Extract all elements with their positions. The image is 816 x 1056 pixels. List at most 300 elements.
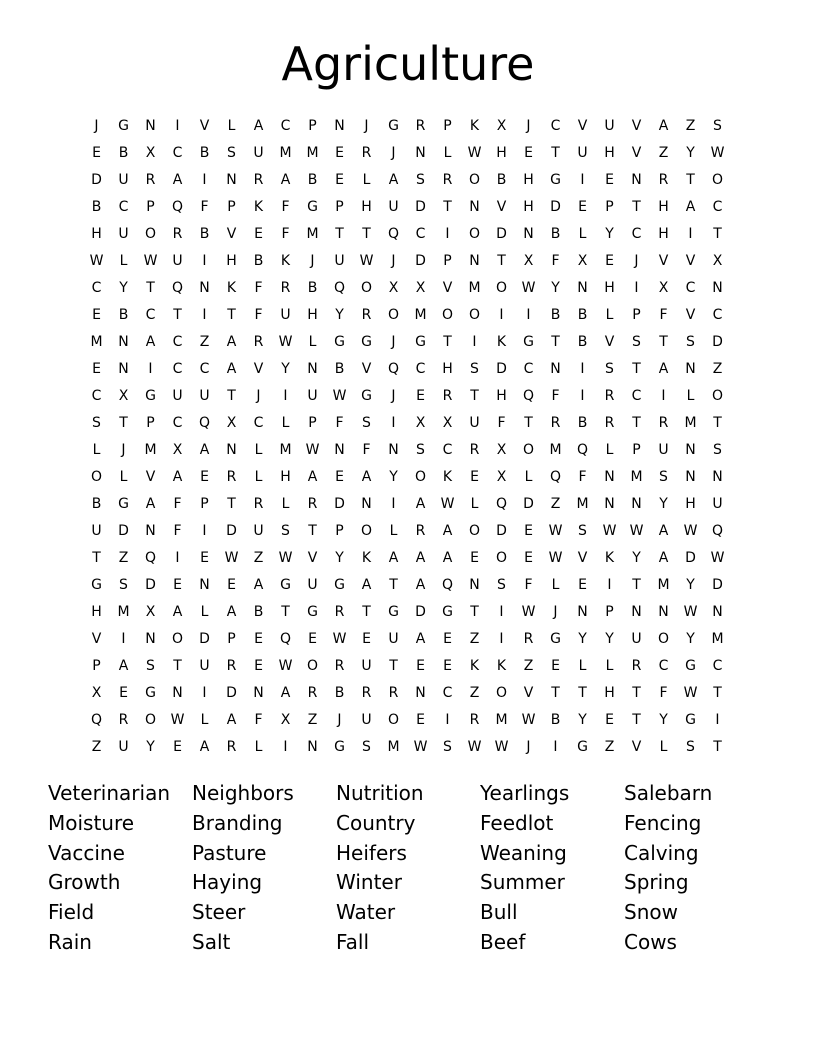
grid-letter: C — [280, 118, 291, 134]
grid-letter: I — [175, 550, 180, 566]
grid-letter: S — [713, 442, 722, 458]
grid-letter: G — [118, 496, 129, 512]
grid-letter: C — [145, 307, 156, 323]
grid-letter: Y — [605, 226, 614, 242]
grid-letter: Z — [199, 334, 210, 350]
grid-letter: E — [524, 523, 533, 539]
grid-letter: N — [388, 442, 399, 458]
grid-letter: Y — [335, 550, 344, 566]
grid-letter: H — [496, 145, 507, 161]
grid-letter: H — [442, 361, 453, 377]
grid-letter: R — [226, 658, 237, 674]
grid-letter: Y — [335, 307, 344, 323]
grid-letter: E — [443, 631, 452, 647]
grid-letter: E — [416, 658, 425, 674]
grid-letter: D — [415, 199, 426, 215]
grid-letter: Y — [686, 631, 695, 647]
grid-letter: V — [577, 118, 588, 134]
grid-letter: G — [388, 118, 399, 134]
grid-letter: G — [388, 604, 399, 620]
grid-letter: O — [468, 172, 481, 188]
grid-letter: E — [470, 550, 479, 566]
grid-letter: I — [445, 226, 450, 242]
grid-letter: T — [524, 415, 533, 431]
grid-letter: I — [526, 307, 531, 323]
grid-letter: M — [90, 334, 103, 350]
grid-letter: A — [199, 442, 210, 458]
grid-letter: T — [470, 604, 479, 620]
grid-letter: U — [631, 631, 642, 647]
grid-letter: W — [278, 550, 293, 566]
grid-letter: D — [415, 604, 426, 620]
grid-letter: G — [280, 577, 291, 593]
grid-letter: H — [361, 199, 372, 215]
grid-letter: S — [146, 658, 155, 674]
grid-letter: G — [685, 712, 696, 728]
grid-row — [83, 140, 733, 167]
grid-row — [83, 518, 733, 545]
grid-letter: E — [200, 469, 209, 485]
grid-letter: N — [604, 496, 615, 512]
grid-letter: W — [170, 712, 185, 728]
grid-row — [83, 599, 733, 626]
grid-letter: S — [713, 118, 722, 134]
grid-letter: H — [280, 469, 291, 485]
word-list-item: Weaning — [480, 840, 567, 865]
grid-letter: X — [442, 415, 453, 431]
grid-letter: E — [605, 253, 614, 269]
grid-letter: U — [199, 658, 210, 674]
grid-letter: U — [307, 388, 318, 404]
grid-letter: L — [227, 118, 236, 134]
grid-letter: D — [118, 523, 129, 539]
grid-letter: W — [548, 550, 563, 566]
grid-letter: A — [226, 604, 237, 620]
word-list-item: Calving — [624, 840, 699, 865]
grid-letter: U — [118, 226, 129, 242]
word-list-item: Beef — [480, 929, 526, 954]
grid-letter: T — [335, 226, 344, 242]
grid-letter: N — [145, 523, 156, 539]
grid-letter: O — [468, 307, 481, 323]
grid-letter: Z — [307, 712, 318, 728]
grid-letter: L — [605, 442, 614, 458]
grid-letter: J — [256, 388, 261, 404]
grid-letter: U — [658, 442, 669, 458]
grid-letter: L — [686, 388, 695, 404]
grid-letter: J — [526, 739, 531, 755]
grid-letter: P — [92, 658, 101, 674]
grid-letter: M — [495, 712, 508, 728]
grid-letter: K — [496, 334, 507, 350]
grid-row — [83, 275, 733, 302]
grid-letter: O — [387, 307, 400, 323]
grid-letter: A — [226, 361, 237, 377]
grid-letter: E — [578, 199, 587, 215]
grid-letter: C — [118, 199, 129, 215]
grid-letter: A — [172, 604, 183, 620]
grid-letter: O — [495, 685, 508, 701]
grid-letter: Y — [281, 361, 290, 377]
grid-letter: T — [632, 361, 641, 377]
grid-letter: F — [173, 496, 182, 512]
grid-letter: G — [361, 388, 372, 404]
grid-letter: B — [577, 334, 588, 350]
grid-letter: L — [389, 523, 398, 539]
grid-letter: A — [415, 496, 426, 512]
grid-letter: T — [308, 523, 317, 539]
grid-letter: N — [685, 361, 696, 377]
grid-letter: P — [443, 118, 452, 134]
grid-letter: H — [523, 199, 534, 215]
grid-letter: A — [145, 334, 156, 350]
grid-letter: I — [661, 388, 666, 404]
grid-letter: G — [334, 334, 345, 350]
grid-letter: L — [254, 469, 263, 485]
grid-letter: C — [172, 334, 183, 350]
grid-letter: N — [307, 361, 318, 377]
grid-letter: R — [253, 334, 264, 350]
grid-letter: T — [443, 199, 452, 215]
grid-letter: M — [684, 415, 697, 431]
grid-letter: P — [227, 199, 236, 215]
grid-letter: C — [415, 226, 426, 242]
grid-letter: A — [415, 550, 426, 566]
grid-letter: B — [577, 307, 588, 323]
grid-letter: R — [415, 118, 426, 134]
grid-letter: N — [631, 604, 642, 620]
word-list-item: Summer — [480, 870, 565, 895]
grid-letter: T — [632, 199, 641, 215]
grid-letter: W — [89, 253, 104, 269]
grid-letter: T — [497, 253, 506, 269]
grid-letter: O — [144, 712, 157, 728]
grid-letter: E — [92, 145, 101, 161]
grid-letter: W — [332, 388, 347, 404]
grid-letter: A — [118, 658, 129, 674]
grid-letter: V — [631, 739, 642, 755]
grid-letter: J — [391, 253, 396, 269]
grid-letter: N — [334, 442, 345, 458]
grid-letter: T — [227, 496, 236, 512]
grid-letter: H — [496, 388, 507, 404]
grid-letter: A — [280, 172, 291, 188]
grid-letter: B — [91, 199, 102, 215]
grid-letter: Z — [523, 658, 534, 674]
grid-letter: V — [226, 226, 237, 242]
word-list-item: Veterinarian — [48, 781, 171, 805]
grid-letter: B — [496, 172, 507, 188]
grid-letter: E — [335, 172, 344, 188]
grid-letter: A — [253, 577, 264, 593]
grid-letter: S — [416, 172, 425, 188]
grid-letter: T — [173, 307, 182, 323]
grid-letter: J — [553, 604, 558, 620]
grid-letter: S — [605, 361, 614, 377]
grid-letter: E — [308, 631, 317, 647]
grid-letter: N — [577, 280, 588, 296]
grid-letter: A — [253, 118, 264, 134]
grid-letter: E — [173, 577, 182, 593]
grid-letter: R — [334, 604, 345, 620]
grid-letter: F — [551, 253, 560, 269]
grid-letter: F — [362, 442, 371, 458]
grid-row — [83, 248, 733, 275]
grid-letter: S — [686, 334, 695, 350]
grid-letter: I — [499, 631, 504, 647]
grid-letter: N — [199, 577, 210, 593]
grid-letter: P — [200, 496, 209, 512]
grid-letter: L — [578, 226, 587, 242]
grid-letter: Y — [146, 739, 155, 755]
grid-letter: G — [523, 334, 534, 350]
grid-letter: K — [604, 550, 615, 566]
grid-letter: A — [442, 523, 453, 539]
grid-letter: T — [362, 226, 371, 242]
grid-letter: E — [254, 226, 263, 242]
grid-letter: U — [577, 145, 588, 161]
grid-row — [83, 572, 733, 599]
grid-letter: I — [202, 253, 207, 269]
grid-letter: L — [443, 145, 452, 161]
grid-letter: A — [658, 118, 669, 134]
grid-letter: V — [442, 280, 453, 296]
grid-letter: D — [145, 577, 156, 593]
grid-letter: B — [550, 712, 561, 728]
grid-letter: C — [253, 415, 264, 431]
grid-letter: F — [281, 199, 290, 215]
grid-letter: N — [658, 604, 669, 620]
grid-letter: N — [145, 118, 156, 134]
grid-letter: R — [253, 172, 264, 188]
grid-letter: I — [202, 685, 207, 701]
grid-letter: L — [92, 442, 101, 458]
grid-letter: L — [200, 604, 209, 620]
word-list-item: Salt — [192, 929, 231, 954]
grid-letter: T — [227, 307, 236, 323]
grid-letter: N — [685, 442, 696, 458]
grid-letter: V — [496, 199, 507, 215]
grid-letter: T — [659, 334, 668, 350]
grid-letter: Q — [522, 388, 535, 404]
grid-letter: D — [91, 172, 102, 188]
word-list-item: Vaccine — [48, 840, 125, 865]
grid-letter: E — [470, 469, 479, 485]
grid-letter: V — [604, 334, 615, 350]
grid-letter: O — [171, 631, 184, 647]
grid-letter: Q — [171, 280, 184, 296]
grid-letter: T — [92, 550, 101, 566]
grid-letter: B — [253, 604, 264, 620]
grid-letter: M — [549, 442, 562, 458]
grid-letter: C — [172, 361, 183, 377]
grid-letter: M — [468, 280, 481, 296]
grid-letter: R — [280, 280, 291, 296]
grid-letter: Y — [389, 469, 398, 485]
grid-letter: S — [227, 145, 236, 161]
grid-letter: Z — [685, 118, 696, 134]
grid-letter: R — [658, 415, 669, 431]
grid-row — [83, 113, 733, 140]
grid-letter: N — [550, 361, 561, 377]
grid-letter: J — [94, 118, 99, 134]
word-list-item: Moisture — [48, 810, 135, 835]
grid-letter: L — [659, 739, 668, 755]
grid-letter: N — [469, 199, 480, 215]
grid-letter: V — [631, 118, 642, 134]
grid-letter: Q — [144, 550, 157, 566]
grid-letter: Y — [551, 280, 560, 296]
word-list-item: Cows — [624, 929, 677, 954]
grid-letter: A — [280, 685, 291, 701]
grid-letter: B — [199, 145, 210, 161]
grid-letter: E — [605, 712, 614, 728]
grid-letter: C — [172, 415, 183, 431]
grid-letter: A — [415, 577, 426, 593]
grid-letter: N — [469, 577, 480, 593]
word-list-item: Growth — [48, 870, 121, 895]
grid-letter: B — [550, 307, 561, 323]
grid-letter: K — [496, 658, 507, 674]
grid-letter: N — [253, 685, 264, 701]
grid-letter: S — [686, 739, 695, 755]
grid-letter: A — [685, 199, 696, 215]
grid-letter: W — [710, 145, 725, 161]
grid-letter: Y — [578, 712, 587, 728]
grid-letter: J — [391, 145, 396, 161]
grid-letter: P — [308, 415, 317, 431]
grid-letter: X — [577, 253, 588, 269]
grid-letter: R — [442, 388, 453, 404]
grid-letter: T — [578, 685, 587, 701]
grid-letter: N — [712, 604, 723, 620]
grid-letter: U — [469, 415, 480, 431]
grid-letter: X — [496, 118, 507, 134]
grid-letter: H — [604, 685, 615, 701]
grid-letter: J — [310, 253, 315, 269]
grid-letter: U — [199, 388, 210, 404]
grid-letter: E — [524, 145, 533, 161]
grid-letter: Y — [632, 550, 641, 566]
grid-letter: S — [281, 523, 290, 539]
grid-letter: G — [685, 658, 696, 674]
grid-letter: F — [173, 523, 182, 539]
grid-letter: W — [305, 442, 320, 458]
grid-letter: N — [145, 631, 156, 647]
grid-letter: K — [361, 550, 372, 566]
grid-letter: I — [148, 361, 153, 377]
grid-letter: G — [361, 334, 372, 350]
grid-letter: D — [496, 523, 507, 539]
word-list-item: Branding — [192, 810, 283, 835]
grid-letter: X — [172, 442, 183, 458]
grid-letter: U — [361, 658, 372, 674]
grid-letter: S — [416, 442, 425, 458]
grid-letter: Q — [279, 631, 292, 647]
grid-letter: C — [442, 685, 453, 701]
grid-letter: I — [202, 172, 207, 188]
grid-letter: O — [468, 226, 481, 242]
grid-letter: E — [605, 172, 614, 188]
grid-row — [83, 464, 733, 491]
grid-letter: F — [524, 577, 533, 593]
grid-letter: D — [226, 523, 237, 539]
grid-letter: X — [91, 685, 102, 701]
grid-letter: O — [387, 712, 400, 728]
grid-letter: E — [362, 631, 371, 647]
grid-row — [83, 491, 733, 518]
grid-letter: E — [416, 712, 425, 728]
grid-letter: A — [658, 361, 669, 377]
grid-letter: W — [278, 334, 293, 350]
grid-letter: F — [281, 226, 290, 242]
grid-letter: I — [499, 307, 504, 323]
grid-letter: Y — [119, 280, 128, 296]
grid-letter: Q — [333, 280, 346, 296]
grid-letter: D — [550, 199, 561, 215]
grid-letter: C — [658, 658, 669, 674]
grid-row — [83, 437, 733, 464]
grid-letter: M — [630, 469, 643, 485]
grid-letter: C — [91, 280, 102, 296]
grid-letter: T — [632, 712, 641, 728]
grid-letter: B — [199, 226, 210, 242]
grid-letter: T — [119, 415, 128, 431]
grid-letter: R — [361, 145, 372, 161]
grid-letter: D — [334, 496, 345, 512]
grid-letter: X — [415, 415, 426, 431]
word-search-grid — [83, 113, 733, 761]
grid-letter: M — [279, 145, 292, 161]
grid-letter: B — [118, 145, 129, 161]
grid-letter: C — [712, 658, 723, 674]
grid-letter: T — [173, 658, 182, 674]
grid-letter: R — [118, 712, 129, 728]
grid-letter: U — [118, 172, 129, 188]
grid-letter: B — [91, 496, 102, 512]
grid-letter: K — [253, 199, 264, 215]
grid-letter: P — [227, 631, 236, 647]
grid-letter: D — [496, 361, 507, 377]
grid-letter: W — [332, 631, 347, 647]
grid-letter: Q — [198, 415, 211, 431]
grid-letter: M — [657, 577, 670, 593]
grid-letter: T — [389, 577, 398, 593]
word-list — [48, 779, 778, 958]
grid-letter: Q — [495, 496, 508, 512]
word-list-item: Fencing — [624, 810, 702, 835]
grid-letter: W — [710, 550, 725, 566]
grid-letter: X — [280, 712, 291, 728]
grid-letter: J — [634, 253, 639, 269]
grid-letter: T — [551, 685, 560, 701]
grid-letter: Z — [604, 739, 615, 755]
grid-letter: B — [550, 226, 561, 242]
grid-letter: S — [92, 415, 101, 431]
grid-letter: L — [119, 253, 128, 269]
grid-letter: O — [711, 388, 724, 404]
grid-letter: X — [145, 145, 156, 161]
grid-letter: S — [362, 415, 371, 431]
grid-letter: E — [335, 469, 344, 485]
grid-letter: J — [526, 118, 531, 134]
grid-letter: H — [658, 226, 669, 242]
grid-letter: F — [578, 469, 587, 485]
grid-row — [83, 707, 733, 734]
grid-letter: I — [445, 712, 450, 728]
grid-letter: O — [306, 658, 319, 674]
grid-letter: R — [172, 226, 183, 242]
